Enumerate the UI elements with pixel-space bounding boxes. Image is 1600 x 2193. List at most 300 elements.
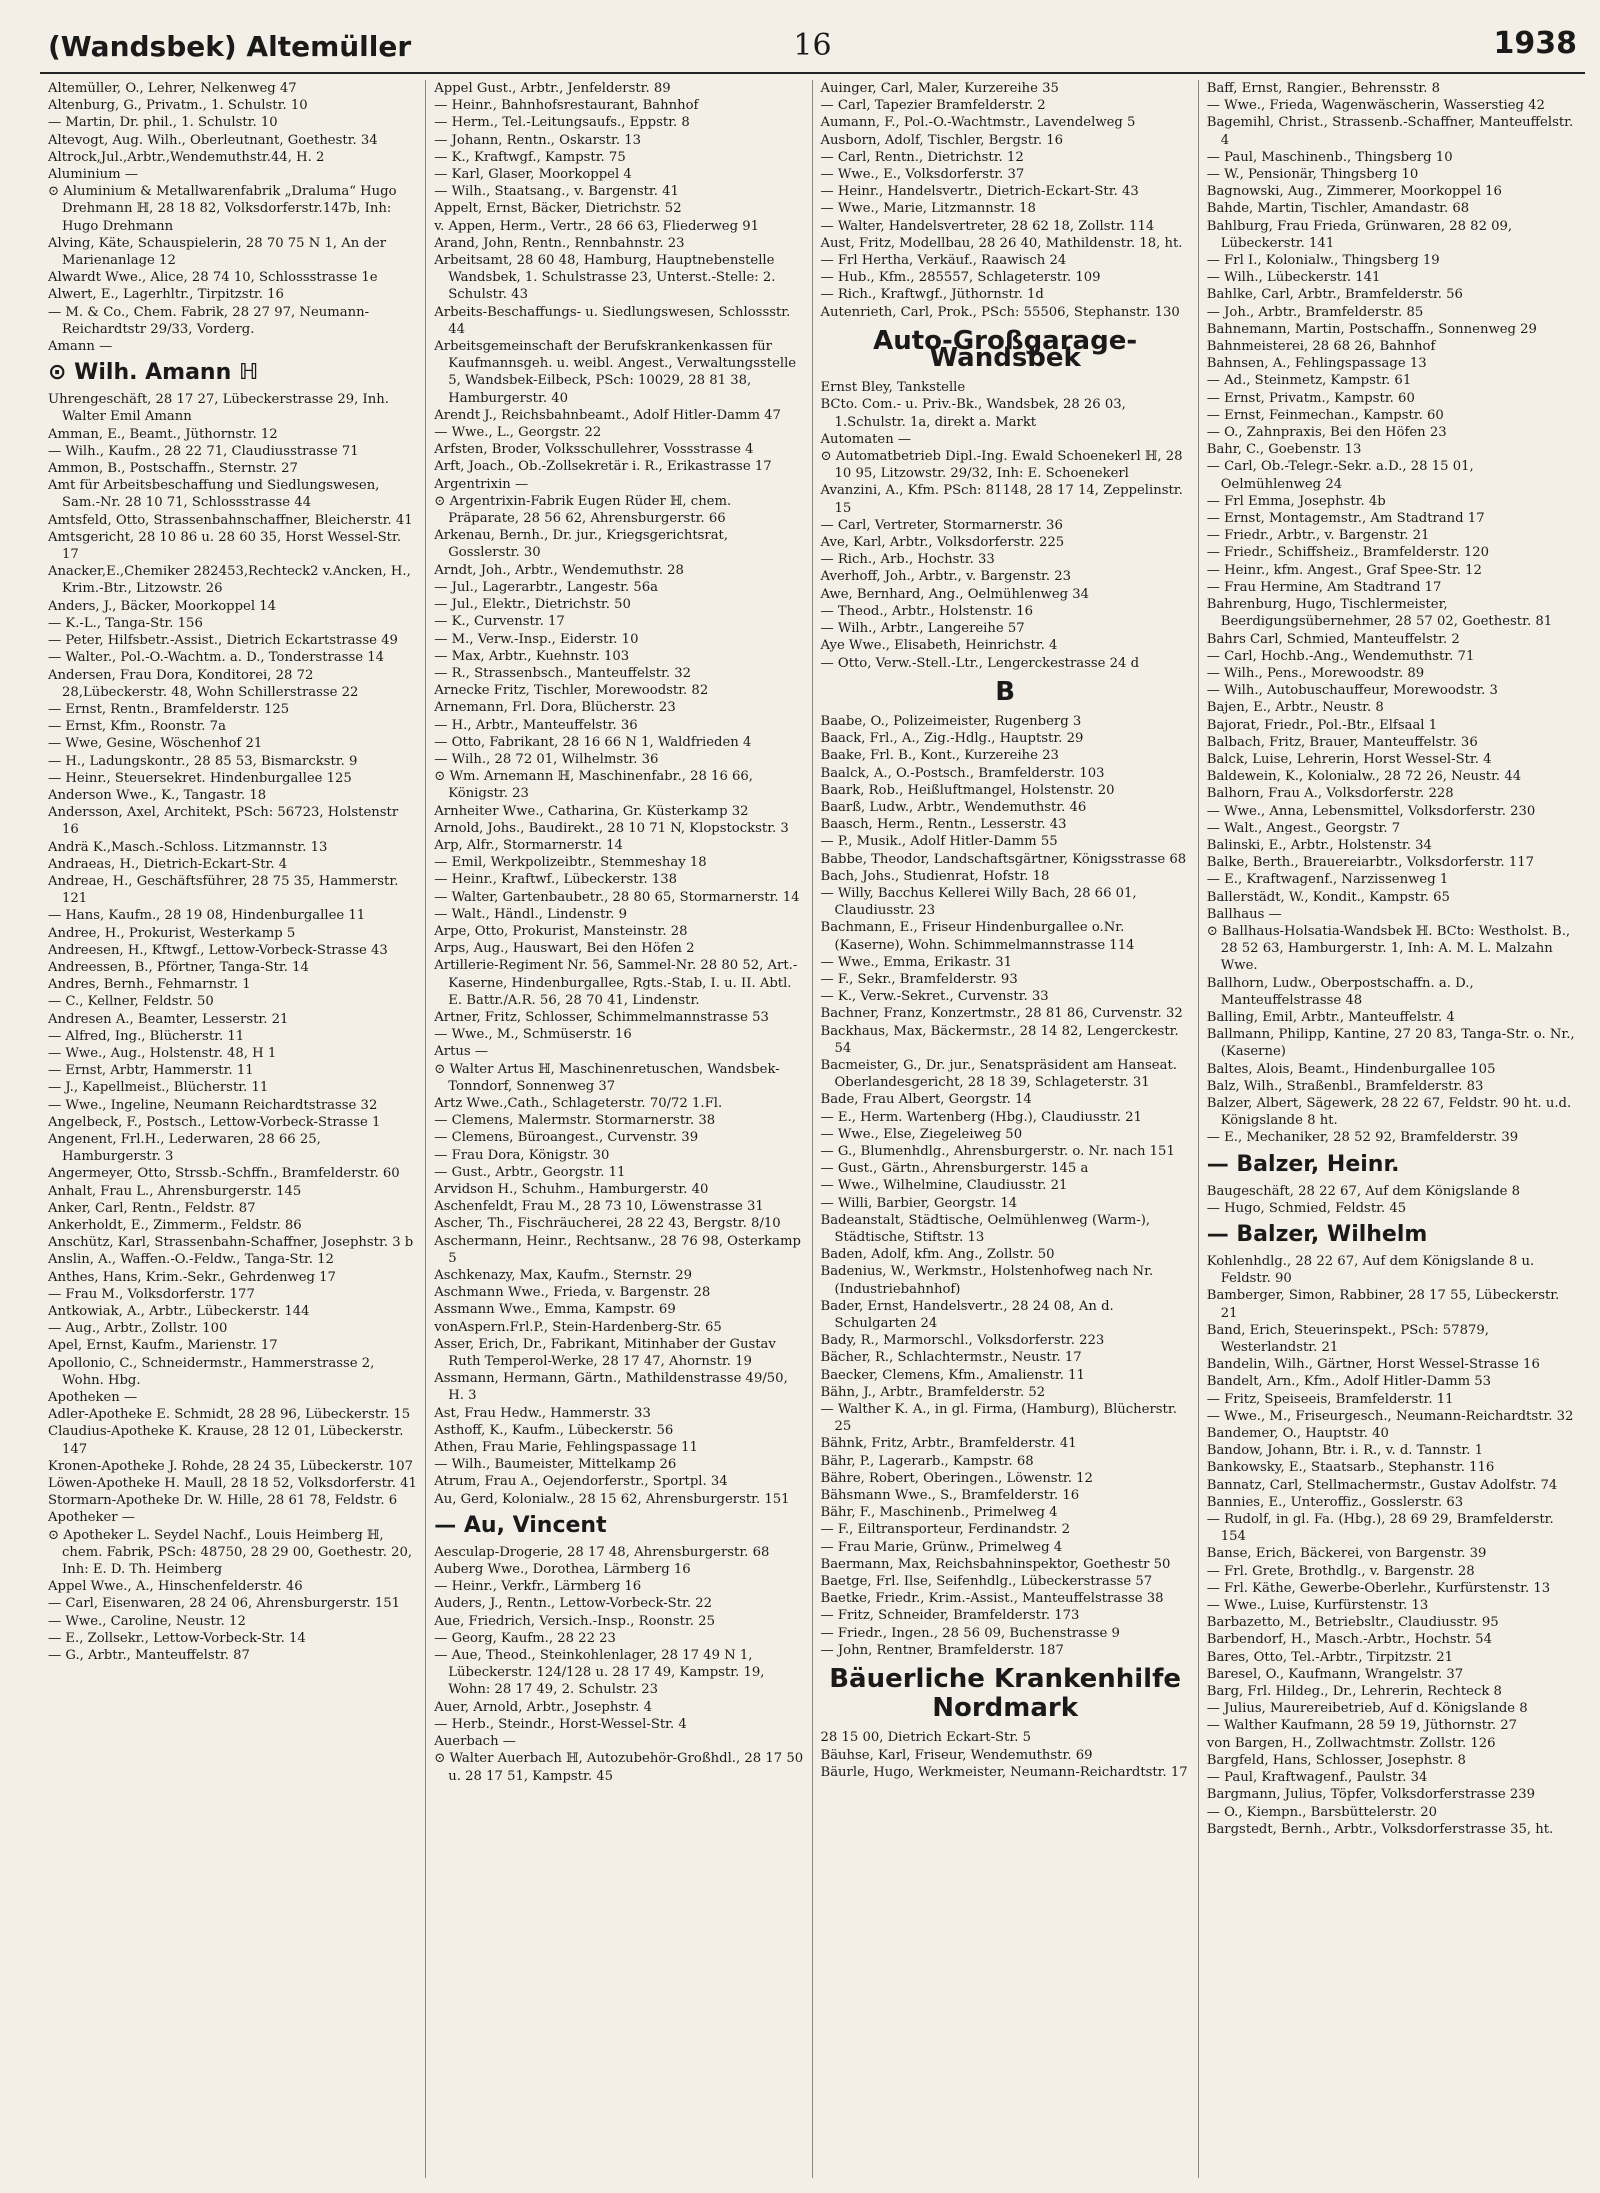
directory-entry: — Peter, Hilfsbetr.-Assist., Dietrich Eckartstrasse 49: [48, 633, 398, 649]
directory-entry: — Clemens, Malermstr. Stormarnerstr. 38: [434, 1113, 716, 1129]
directory-entry: Balck, Luise, Lehrerin, Horst Wessel-Str. 4: [1206, 751, 1492, 767]
directory-entry: Ast, Frau Hedw., Hammerstr. 33: [434, 1405, 651, 1421]
directory-entry: Baabe, O., Polizeimeister, Rugenberg 3: [820, 713, 1082, 729]
directory-entry: Alwardt Wwe., Alice, 28 74 10, Schlossstrasse 1e: [48, 270, 378, 286]
directory-entry: — Frl Hertha, Verkäuf., Raawisch 24: [820, 253, 1067, 269]
directory-entry: Bahnsen, A., Fehlingspassage 13: [1206, 356, 1427, 372]
directory-entry: — Heinr., Verkfr., Lärmberg 16: [434, 1579, 642, 1595]
directory-entry: Baugeschäft, 28 22 67, Auf dem Königslande 8: [1206, 1183, 1521, 1199]
directory-entry: ⊙ Ballhaus-Holsatia-Wandsbek ℍ. BCto: Westholst. B., 28 52 63, Hamburgerstr. 1, Inh: A. M. L. Malzahn Wwe.: [1206, 923, 1571, 974]
directory-entry: ⊙ Walter Artus ℍ, Maschinenretuschen, Wandsbek-Tonndorf, Sonnenweg 37: [434, 1061, 780, 1094]
directory-entry: Assmann Wwe., Emma, Kampstr. 69: [434, 1302, 676, 1318]
directory-entry: — Gust., Gärtn., Ahrensburgerstr. 145 a: [820, 1161, 1089, 1177]
directory-entry: Andersson, Axel, Architekt, PSch: 56723, Holstenstr 16: [48, 805, 399, 838]
directory-entry: Bahrenburg, Hugo, Tischlermeister, Beerdigungsübernehmer, 28 57 02, Goethestr. 81: [1206, 597, 1553, 630]
directory-entry: 28 15 00, Dietrich Eckart-Str. 5: [820, 1730, 1031, 1746]
directory-entry: — John, Rentner, Bramfelderstr. 187: [820, 1642, 1064, 1658]
directory-entry: — Herm., Tel.-Leitungsaufs., Eppstr. 8: [434, 115, 690, 131]
directory-entry: Balling, Emil, Arbtr., Manteuffelstr. 4: [1206, 1009, 1455, 1025]
directory-entry: — Paul, Maschinenb., Thingsberg 10: [1206, 149, 1453, 165]
directory-entry: Artus —: [434, 1044, 489, 1060]
directory-entry: — Ernst, Montagemstr., Am Stadtrand 17: [1206, 511, 1485, 527]
directory-entry: Bader, Ernst, Handelsvertr., 28 24 08, An d. Schulgarten 24: [820, 1298, 1114, 1332]
directory-entry: — Walther Kaufmann, 28 59 19, Jüthornstr. 27: [1206, 1718, 1518, 1734]
directory-entry: — Aue, Theod., Steinkohlenlager, 28 17 49 N 1, Lübeckerstr. 124/128 u. 28 17 49, Kampstr. 19, Wohn: 28 17 49, 2. Schulstr. 23: [434, 1648, 765, 1698]
directory-entry: Bannatz, Carl, Stellmachermstr., Gustav Adolfstr. 74: [1206, 1477, 1558, 1493]
directory-entry: — Ad., Steinmetz, Kampstr. 61: [1206, 373, 1412, 389]
directory-entry: — K., Kraftwgf., Kampstr. 75: [434, 149, 626, 165]
directory-entry: — Frl. Käthe, Gewerbe-Oberlehr., Kurfürstenstr. 13: [1206, 1580, 1551, 1596]
directory-entry: — Joh., Arbtr., Bramfelderstr. 85: [1206, 304, 1424, 320]
directory-entry: vonAspern.Frl.P., Stein-Hardenberg-Str. 65: [434, 1319, 722, 1335]
directory-entry: Bandelin, Wilh., Gärtner, Horst Wessel-Strasse 16: [1206, 1357, 1540, 1373]
directory-entry: Baetge, Frl. Ilse, Seifenhdlg., Lübeckerstrasse 57: [820, 1574, 1153, 1590]
directory-entry: Bahnemann, Martin, Postschaffn., Sonnenweg 29: [1206, 321, 1537, 337]
directory-entry: Aschkenazy, Max, Kaufm., Sternstr. 29: [434, 1268, 692, 1284]
directory-entry: — K.-L., Tanga-Str. 156: [48, 615, 203, 631]
page-header: [40, 18, 1585, 74]
directory-entry: Bahde, Martin, Tischler, Amandastr. 68: [1206, 201, 1470, 217]
directory-entry: Anslin, A., Waffen.-O.-Feldw., Tanga-Str. 12: [48, 1252, 334, 1268]
directory-entry: Andresen A., Beamter, Lesserstr. 21: [48, 1011, 289, 1027]
directory-entry: Uhrengeschäft, 28 17 27, Lübeckerstrasse 29, Inh. Walter Emil Amann: [48, 392, 389, 425]
column-1: [40, 80, 426, 2178]
directory-entry: ⊙ Apotheker L. Seydel Nachf., Louis Heimberg ℍ, chem. Fabrik, PSch: 48750, 28 29 00, Goethestr. 20, Inh: E. D. Th. Heimberg: [48, 1527, 413, 1578]
directory-entry: — Aug., Arbtr., Zollstr. 100: [48, 1321, 228, 1337]
directory-entry: — J., Kapellmeist., Blücherstr. 11: [48, 1080, 269, 1096]
directory-entry: Angelbeck, F., Postsch., Lettow-Vorbeck-Strasse 1: [48, 1114, 381, 1130]
directory-entry: Bäuerliche Krankenhilfe: [829, 1664, 1182, 1695]
directory-entry: Aluminium —: [48, 167, 139, 183]
directory-entry: Bargmann, Julius, Töpfer, Volksdorferstrasse 239: [1206, 1787, 1536, 1803]
directory-entry: Bargfeld, Hans, Schlosser, Josephstr. 8: [1206, 1752, 1466, 1768]
directory-entry: — O., Kiempn., Barsbüttelerstr. 20: [1206, 1804, 1438, 1820]
directory-entry: Baldewein, K., Kolonialw., 28 72 26, Neustr. 44: [1206, 769, 1522, 785]
directory-entry: Bajen, E., Arbtr., Neustr. 8: [1206, 700, 1384, 716]
directory-entry: Kohlenhdlg., 28 22 67, Auf dem Königslande 8 u. Feldstr. 90: [1206, 1254, 1535, 1287]
directory-entry: B: [995, 676, 1016, 707]
directory-entry: Appel Wwe., A., Hinschenfelderstr. 46: [48, 1579, 303, 1595]
directory-entry: — Ernst, Arbtr, Hammerstr. 11: [48, 1063, 254, 1079]
directory-entry: — E., Mechaniker, 28 52 92, Bramfelderstr. 39: [1206, 1130, 1519, 1146]
directory-entry: Bamberger, Simon, Rabbiner, 28 17 55, Lübeckerstr. 21: [1206, 1288, 1560, 1321]
directory-entry: — Carl, Eisenwaren, 28 24 06, Ahrensburgerstr. 151: [48, 1596, 401, 1612]
directory-entry: Ave, Karl, Arbtr., Volksdorferstr. 225: [820, 535, 1065, 551]
directory-entry: Altemüller, O., Lehrer, Nelkenweg 47: [48, 81, 297, 96]
directory-entry: Löwen-Apotheke H. Maull, 28 18 52, Volksdorferstr. 41: [48, 1476, 417, 1492]
directory-entry: — Wwe., M., Friseurgesch., Neumann-Reichardtstr. 32: [1206, 1408, 1574, 1424]
directory-entry: Arnheiter Wwe., Catharina, Gr. Küsterkamp 32: [434, 803, 749, 819]
directory-entry: — Wwe, Gesine, Wöschenhof 21: [48, 736, 263, 752]
directory-entry: — Rudolf, in gl. Fa. (Hbg.), 28 69 29, Bramfelderstr. 154: [1206, 1512, 1554, 1545]
directory-entry: Bargstedt, Bernh., Arbtr., Volksdorferstrasse 35, ht.: [1206, 1821, 1554, 1837]
directory-entry: Andersen, Frau Dora, Konditorei, 28 72 28,Lübeckerstr. 48, Wohn Schillerstrasse 22: [48, 667, 359, 700]
directory-entry: Aye Wwe., Elisabeth, Heinrichstr. 4: [820, 638, 1058, 654]
directory-entry: — Wwe., Emma, Erikastr. 31: [820, 954, 1013, 970]
directory-entry: Badenius, W., Werkmstr., Holstenhofweg nach Nr. (Industriebahnhof): [820, 1264, 1154, 1297]
directory-entry: Baetke, Friedr., Krim.-Assist., Manteuffelstrasse 38: [820, 1591, 1164, 1607]
directory-entry: Bachner, Franz, Konzertmstr., 28 81 86, Curvenstr. 32: [820, 1006, 1183, 1022]
directory-entry: — Gust., Arbtr., Georgstr. 11: [434, 1164, 626, 1180]
directory-entry: Arnecke Fritz, Tischler, Morewoodstr. 82: [434, 683, 709, 699]
directory-entry: Angenent, Frl.H., Lederwaren, 28 66 25, Hamburgerstr. 3: [48, 1131, 321, 1165]
directory-entry: Bannies, E., Unteroffiz., Gosslerstr. 63: [1206, 1494, 1464, 1510]
directory-entry: Barbendorf, H., Masch.-Arbtr., Hochstr. 54: [1206, 1632, 1492, 1648]
directory-entry: — Wwe., Anna, Lebensmittel, Volksdorferstr. 230: [1206, 803, 1536, 819]
directory-entry: Bandelt, Arn., Kfm., Adolf Hitler-Damm 53: [1206, 1374, 1492, 1390]
directory-entry: — Otto, Fabrikant, 28 16 66 N 1, Waldfrieden 4: [434, 734, 752, 750]
directory-entry: Baltes, Alois, Beamt., Hindenburgallee 105: [1206, 1061, 1496, 1077]
directory-entry: Alving, Käte, Schauspielerin, 28 70 75 N 1, An der Marienanlage 12: [48, 235, 387, 269]
directory-entry: Amtsgericht, 28 10 86 u. 28 60 35, Horst Wessel-Str. 17: [48, 529, 402, 563]
directory-entry: — Wwe., Marie, Litzmannstr. 18: [820, 201, 1036, 217]
directory-entry: Backhaus, Max, Bäckermstr., 28 14 82, Lengerckestr. 54: [820, 1023, 1179, 1056]
directory-entry: Apotheker —: [48, 1510, 135, 1526]
directory-entry: Avanzini, A., Kfm. PSch: 81148, 28 17 14, Zeppelinstr. 15: [820, 483, 1183, 516]
directory-entry: Bachmann, E., Friseur Hindenburgallee o.Nr.(Kaserne), Wohn. Schimmelmannstrasse 114: [820, 920, 1135, 953]
directory-entry: Ballhaus —: [1206, 906, 1282, 922]
directory-entry: Ballmann, Philipp, Kantine, 27 20 83, Tanga-Str. o. Nr., (Kaserne): [1206, 1027, 1575, 1060]
directory-entry: Auer, Arnold, Arbtr., Josephstr. 4: [434, 1699, 653, 1715]
directory-entry: — Walter, Handelsvertreter, 28 62 18, Zollstr. 114: [820, 218, 1155, 234]
directory-entry: Arps, Aug., Hauswart, Bei den Höfen 2: [434, 941, 695, 957]
directory-entry: — Wwe., Wilhelmine, Claudiusstr. 21: [820, 1178, 1068, 1194]
directory-entry: ⊙ Aluminium & Metallwarenfabrik „Draluma“ Hugo Drehmann ℍ, 28 18 82, Volksdorferstr.147b, Inh: Hugo Drehmann: [48, 184, 397, 234]
directory-entry: — Julius, Maurereibetrieb, Auf d. Königslande 8: [1206, 1701, 1528, 1717]
directory-entry: Ausborn, Adolf, Tischler, Bergstr. 16: [820, 132, 1064, 148]
directory-entry: — E., Zollsekr., Lettow-Vorbeck-Str. 14: [48, 1630, 306, 1646]
directory-entry: — E., Kraftwagenf., Narzissenweg 1: [1206, 872, 1449, 888]
directory-entry: Alwert, E., Lagerhltr., Tirpitzstr. 16: [48, 287, 284, 303]
directory-entry: — Balzer, Heinr.: [1206, 1151, 1400, 1177]
directory-entry: Arbeits-Beschaffungs- u. Siedlungswesen, Schlossstr. 44: [434, 304, 791, 337]
directory-entry: Arkenau, Bernh., Dr. jur., Kriegsgerichtsrat, Gosslerstr. 30: [434, 528, 729, 561]
directory-entry: Averhoff, Joh., Arbtr., v. Bargenstr. 23: [820, 569, 1072, 585]
directory-entry: Baark, Rob., Heißluftmangel, Holstenstr. 20: [820, 782, 1115, 798]
directory-entry: — Wwe., Caroline, Neustr. 12: [48, 1613, 246, 1629]
column-4: [1199, 80, 1585, 2178]
directory-entry: — Georg, Kaufm., 28 22 23: [434, 1630, 616, 1646]
directory-entry: Autenrieth, Carl, Prok., PSch: 55506, Stephanstr. 130: [820, 304, 1180, 320]
directory-entry: Band, Erich, Steuerinspekt., PSch: 57879, Westerlandstr. 21: [1206, 1322, 1489, 1356]
directory-entry: Appel Gust., Arbtr., Jenfelderstr. 89: [434, 81, 671, 96]
directory-entry: — E., Herm. Wartenberg (Hbg.), Claudiusstr. 21: [820, 1109, 1142, 1125]
directory-entry: — Willi, Barbier, Georgstr. 14: [820, 1195, 1018, 1211]
directory-entry: Apel, Ernst, Kaufm., Marienstr. 17: [48, 1338, 278, 1354]
directory-entry: — Friedr., Arbtr., v. Bargenstr. 21: [1206, 528, 1430, 544]
directory-entry: Bagnowski, Aug., Zimmerer, Moorkoppel 16: [1206, 184, 1502, 200]
directory-entry: — C., Kellner, Feldstr. 50: [48, 994, 214, 1010]
directory-entry: Arfsten, Broder, Volksschullehrer, Vossstrasse 4: [434, 442, 754, 458]
directory-entry: Ammon, B., Postschaffn., Sternstr. 27: [48, 461, 298, 477]
directory-entry: — Johann, Rentn., Oskarstr. 13: [434, 132, 641, 148]
directory-entry: — Heinr., kfm. Angest., Graf Spee-Str. 12: [1206, 562, 1482, 578]
directory-entry: Apollonio, C., Schneidermstr., Hammerstrasse 2, Wohn. Hbg.: [48, 1355, 375, 1388]
directory-entry: Bahlke, Carl, Arbtr., Bramfelderstr. 56: [1206, 287, 1463, 303]
directory-entry: Balbach, Fritz, Brauer, Manteuffelstr. 36: [1206, 734, 1478, 750]
directory-entry: — Wilh., Pens., Morewoodstr. 89: [1206, 665, 1425, 681]
directory-entry: Ballerstädt, W., Kondit., Kampstr. 65: [1206, 889, 1450, 905]
directory-entry: Arendt J., Reichsbahnbeamt., Adolf Hitler-Damm 47: [434, 407, 781, 423]
directory-entry: Amman, E., Beamt., Jüthornstr. 12: [48, 426, 278, 442]
directory-entry: — G., Blumenhdlg., Ahrensburgerstr. o. Nr. nach 151: [820, 1143, 1175, 1159]
directory-entry: Bähr, F., Maschinenb., Primelweg 4: [820, 1505, 1058, 1521]
directory-entry: — Frau M., Volksdorferstr. 177: [48, 1286, 255, 1302]
directory-entry: — Rich., Kraftwgf., Jüthornstr. 1d: [820, 287, 1044, 303]
directory-entry: Aumann, F., Pol.-O.-Wachtmstr., Lavendelweg 5: [820, 115, 1136, 131]
directory-entry: — Wwe., Ingeline, Neumann Reichardtstrasse 32: [48, 1097, 378, 1113]
directory-entry: — Max, Arbtr., Kuehnstr. 103: [434, 648, 630, 664]
directory-entry: Bahr, C., Goebenstr. 13: [1206, 442, 1362, 458]
directory-entry: Aschmann Wwe., Frieda, v. Bargenstr. 28: [434, 1285, 711, 1301]
directory-entry: Anthes, Hans, Krim.-Sekr., Gehrdenweg 17: [48, 1269, 336, 1285]
directory-entry: — Wilh., Lübeckerstr. 141: [1206, 270, 1381, 286]
directory-entry: BCto. Com.- u. Priv.-Bk., Wandsbek, 28 26 03, 1.Schulstr. 1a, direkt a. Markt: [820, 397, 1126, 430]
directory-entry: — Balzer, Wilhelm: [1206, 1222, 1428, 1247]
directory-entry: Altevogt, Aug. Wilh., Oberleutnant, Goethestr. 34: [48, 132, 378, 148]
directory-entry: Aschenfeldt, Frau M., 28 73 10, Löwenstrasse 31: [434, 1199, 764, 1215]
directory-entry: Stormarn-Apotheke Dr. W. Hille, 28 61 78, Feldstr. 6: [48, 1493, 398, 1509]
directory-entry: Amtsfeld, Otto, Strassenbahnschaffner, Bleicherstr. 41: [48, 512, 413, 528]
directory-entry: — Wwe., Luise, Kurfürstenstr. 13: [1206, 1598, 1429, 1614]
directory-entry: — G., Arbtr., Manteuffelstr. 87: [48, 1648, 250, 1664]
directory-entry: — Frau Marie, Grünw., Primelweg 4: [820, 1539, 1063, 1555]
directory-entry: — Walt., Händl., Lindenstr. 9: [434, 906, 627, 922]
directory-entry: Amann —: [48, 339, 113, 355]
directory-page: [40, 18, 1585, 2178]
directory-entry: — K., Verw.-Sekret., Curvenstr. 33: [820, 989, 1049, 1005]
directory-entry: Balz, Wilh., Straßenbl., Bramfelderstr. 83: [1206, 1078, 1484, 1094]
directory-entry: Argentrixin —: [434, 476, 529, 492]
directory-entry: Baake, Frl. B., Kont., Kurzereihe 23: [820, 748, 1059, 764]
directory-entry: Arand, John, Rentn., Rennbahnstr. 23: [434, 235, 685, 251]
directory-entry: — Walter, Gartenbaubetr., 28 80 65, Stormarnerstr. 14: [434, 889, 800, 905]
directory-entry: — Wwe., Else, Ziegeleiweg 50: [820, 1126, 1023, 1142]
columns: [40, 80, 1585, 2178]
directory-entry: Arnold, Johs., Baudirekt., 28 10 71 N, Klopstockstr. 3: [434, 820, 789, 836]
directory-entry: — P., Musik., Adolf Hitler-Damm 55: [820, 834, 1058, 850]
directory-entry: Anhalt, Frau L., Ahrensburgerstr. 145: [48, 1183, 302, 1199]
directory-entry: Bares, Otto, Tel.-Arbtr., Tirpitzstr. 21: [1206, 1649, 1454, 1665]
directory-entry: Barbazetto, M., Betriebsltr., Claudiusstr. 95: [1206, 1615, 1499, 1631]
directory-entry: — Herb., Steindr., Horst-Wessel-Str. 4: [434, 1716, 687, 1732]
directory-entry: Baasch, Herm., Rentn., Lesserstr. 43: [820, 817, 1067, 833]
directory-entry: Athen, Frau Marie, Fehlingspassage 11: [434, 1440, 698, 1456]
directory-entry: Angermeyer, Otto, Strssb.-Schffn., Bramfelderstr. 60: [48, 1166, 400, 1182]
directory-entry: — Rich., Arb., Hochstr. 33: [820, 552, 995, 568]
directory-entry: Baden, Adolf, kfm. Ang., Zollstr. 50: [820, 1247, 1055, 1263]
directory-entry: Assmann, Hermann, Gärtn., Mathildenstrasse 49/50, H. 3: [434, 1371, 788, 1404]
directory-entry: — Theod., Arbtr., Holstenstr. 16: [820, 603, 1034, 619]
directory-entry: — Hub., Kfm., 285557, Schlageterstr. 109: [820, 270, 1101, 286]
directory-entry: — Walt., Angest., Georgstr. 7: [1206, 820, 1401, 836]
directory-entry: Apotheken —: [48, 1390, 138, 1406]
directory-entry: — Paul, Kraftwagenf., Paulstr. 34: [1206, 1770, 1428, 1786]
directory-entry: — Alfred, Ing., Blücherstr. 11: [48, 1028, 245, 1044]
directory-entry: ⊙ Argentrixin-Fabrik Eugen Rüder ℍ, chem. Präparate, 28 56 62, Ahrensburgerstr. 66: [434, 493, 732, 527]
directory-entry: Nordmark: [932, 1693, 1079, 1724]
directory-entry: — Carl, Tapezier Bramfelderstr. 2: [820, 98, 1046, 114]
directory-entry: Antkowiak, A., Arbtr., Lübeckerstr. 144: [48, 1304, 310, 1320]
directory-entry: — Walter., Pol.-O.-Wachtm. a. D., Tonderstrasse 14: [48, 650, 385, 666]
directory-entry: — H., Arbtr., Manteuffelstr. 36: [434, 717, 638, 733]
directory-entry: Baack, Frl., A., Zig.-Hdlg., Hauptstr. 29: [820, 731, 1084, 747]
directory-entry: Barg, Frl. Hildeg., Dr., Lehrerin, Rechteck 8: [1206, 1684, 1502, 1700]
directory-entry: Bach, Johs., Studienrat, Hofstr. 18: [820, 868, 1050, 884]
directory-entry: Andreae, H., Geschäftsführer, 28 75 35, Hammerstr. 121: [48, 873, 399, 907]
directory-entry: Ankerholdt, E., Zimmerm., Feldstr. 86: [48, 1218, 302, 1233]
directory-entry: — Wwe., Aug., Holstenstr. 48, H 1: [48, 1045, 277, 1061]
directory-entry: Baalck, A., O.-Postsch., Bramfelderstr. 103: [820, 765, 1105, 781]
directory-entry: — F., Sekr., Bramfelderstr. 93: [820, 971, 1018, 987]
directory-entry: Arvidson H., Schuhm., Hamburgerstr. 40: [434, 1182, 709, 1197]
directory-entry: — Wilh., 28 72 01, Wilhelmstr. 36: [434, 751, 659, 767]
directory-entry: Andrä K.,Masch.-Schloss. Litzmannstr. 13: [48, 839, 328, 855]
directory-entry: Auders, J., Rentn., Lettow-Vorbeck-Str. 22: [434, 1596, 713, 1612]
directory-entry: Aesculap-Drogerie, 28 17 48, Ahrensburgerstr. 68: [434, 1544, 770, 1560]
directory-entry: Amt für Arbeitsbeschaffung und Siedlungswesen, Sam.-Nr. 28 10 71, Schlossstrasse 44: [48, 478, 380, 511]
directory-entry: Arft, Joach., Ob.-Zollsekretär i. R., Erikastrasse 17: [434, 459, 772, 475]
directory-entry: — Carl, Hochb.-Ang., Wendemuthstr. 71: [1206, 648, 1475, 664]
directory-entry: Anders, J., Bäcker, Moorkoppel 14: [48, 598, 277, 614]
directory-entry: — Otto, Verw.-Stell.-Ltr., Lengerckestrasse 24 d: [820, 655, 1140, 671]
directory-entry: von Bargen, H., Zollwachtmstr. Zollstr. 126: [1206, 1735, 1496, 1751]
directory-entry: Bähre, Robert, Oberingen., Löwenstr. 12: [820, 1470, 1093, 1486]
directory-entry: Arpe, Otto, Prokurist, Mansteinstr. 28: [434, 923, 688, 939]
directory-entry: Arbeitsgemeinschaft der Berufskrankenkassen für Kaufmannsgeh. u. weibl. Angest., Verwaltungsstelle 5, Wandsbek-Eilbeck, PSch: 10029, 28 81 38, Hamburgerstr. 40: [434, 339, 797, 406]
directory-entry: — Hugo, Schmied, Feldstr. 45: [1206, 1200, 1407, 1216]
directory-entry: Bähr, P., Lagerarb., Kampstr. 68: [820, 1453, 1034, 1469]
directory-entry: — Wwe., M., Schmüserstr. 16: [434, 1027, 632, 1043]
directory-entry: Bäurle, Hugo, Werkmeister, Neumann-Reichardtstr. 17: [820, 1764, 1188, 1780]
directory-entry: Bagemihl, Christ., Strassenb.-Schaffner, Manteuffelstr. 4: [1206, 115, 1574, 148]
directory-entry: Aust, Fritz, Modellbau, 28 26 40, Mathildenstr. 18, ht.: [820, 235, 1183, 251]
directory-entry: — Wwe., L., Georgstr. 22: [434, 425, 602, 441]
directory-entry: Atrum, Frau A., Oejendorferstr., Sportpl. 34: [434, 1474, 728, 1490]
directory-entry: Baecker, Clemens, Kfm., Amalienstr. 11: [820, 1367, 1085, 1383]
directory-entry: Altrock,Jul.,Arbtr.,Wendemuthstr.44, H. 2: [48, 149, 325, 165]
directory-entry: — Au, Vincent: [434, 1512, 607, 1538]
directory-entry: Bankowsky, E., Staatsarb., Stephanstr. 116: [1206, 1460, 1495, 1476]
directory-entry: Aue, Friedrich, Versich.-Insp., Roonstr. 25: [434, 1613, 715, 1629]
directory-entry: Balzer, Albert, Sägewerk, 28 22 67, Feldstr. 90 ht. u.d. Königslande 8 ht.: [1206, 1095, 1572, 1129]
directory-entry: — Heinr., Handelsvertr., Dietrich-Eckart-Str. 43: [820, 184, 1139, 200]
directory-entry: — Carl, Rentn., Dietrichstr. 12: [820, 149, 1024, 165]
directory-entry: Auinger, Carl, Maler, Kurzereihe 35: [820, 81, 1059, 96]
directory-entry: — Ernst, Rentn., Bramfelderstr. 125: [48, 701, 290, 717]
directory-entry: — Jul., Lagerarbtr., Langestr. 56a: [434, 579, 659, 595]
directory-entry: Anderson Wwe., K., Tangastr. 18: [48, 787, 267, 803]
directory-entry: — Wilh., Autobuschauffeur, Morewoodstr. 3: [1206, 683, 1498, 699]
directory-entry: Auto-Großgarage-Wandsbek: [873, 325, 1138, 374]
header-year: 1938: [1493, 26, 1577, 61]
directory-entry: Ernst Bley, Tankstelle: [820, 380, 966, 396]
directory-entry: Bajorat, Friedr., Pol.-Btr., Elfsaal 1: [1206, 717, 1438, 733]
directory-entry: Bäuhse, Karl, Friseur, Wendemuthstr. 69: [820, 1747, 1093, 1763]
directory-entry: — Frl Emma, Josephstr. 4b: [1206, 493, 1386, 509]
directory-entry: Andreesen, H., Kftwgf., Lettow-Vorbeck-Strasse 43: [48, 942, 388, 958]
directory-entry: Andraeas, H., Dietrich-Eckart-Str. 4: [48, 856, 288, 872]
directory-entry: Baff, Ernst, Rangier., Behrensstr. 8: [1206, 81, 1440, 96]
directory-entry: Aschermann, Heinr., Rechtsanw., 28 76 98, Osterkamp 5: [434, 1233, 801, 1266]
directory-entry: v. Appen, Herm., Vertr., 28 66 63, Fliederweg 91: [434, 218, 760, 234]
directory-entry: — K., Curvenstr. 17: [434, 614, 565, 630]
directory-entry: Bacmeister, G., Dr. jur., Senatspräsident am Hanseat. Oberlandesgericht, 28 18 39, Schlageterstr. 31: [820, 1057, 1177, 1091]
directory-entry: Bahnmeisterei, 28 68 26, Bahnhof: [1206, 339, 1436, 355]
directory-entry: — Heinr., Bahnhofsrestaurant, Bahnhof: [434, 98, 699, 114]
page-number: 16: [793, 28, 832, 63]
directory-entry: Awe, Bernhard, Ang., Oelmühlenweg 34: [820, 586, 1090, 602]
directory-entry: — O., Zahnpraxis, Bei den Höfen 23: [1206, 425, 1447, 441]
directory-entry: — Wwe., E., Volksdorferstr. 37: [820, 167, 1025, 183]
directory-entry: Bandow, Johann, Btr. i. R., v. d. Tannstr. 1: [1206, 1443, 1483, 1459]
directory-entry: — Ernst, Feinmechan., Kampstr. 60: [1206, 407, 1444, 423]
directory-entry: — Hans, Kaufm., 28 19 08, Hindenburgallee 11: [48, 908, 366, 924]
directory-entry: Andres, Bernh., Fehmarnstr. 1: [48, 977, 251, 993]
directory-entry: — Wwe., Frieda, Wagenwäscherin, Wasserstieg 42: [1206, 98, 1545, 114]
directory-entry: — Emil, Werkpolizeibtr., Stemmeshay 18: [434, 855, 707, 871]
directory-entry: — Ernst, Kfm., Roonstr. 7a: [48, 719, 226, 735]
directory-entry: — M., Verw.-Insp., Eiderstr. 10: [434, 631, 639, 647]
directory-entry: — Ernst, Privatm., Kampstr. 60: [1206, 390, 1415, 406]
directory-entry: — Carl, Ob.-Telegr.-Sekr. a.D., 28 15 01, Oelmühlenweg 24: [1206, 459, 1474, 492]
directory-entry: — Willy, Bacchus Kellerei Willy Bach, 28 66 01, Claudiusstr. 23: [820, 885, 1137, 919]
directory-entry: — Walther K. A., in gl. Firma, (Hamburg), Blücherstr. 25: [820, 1402, 1177, 1435]
header-left: (Wandsbek) Altemüller: [48, 30, 412, 63]
directory-entry: — Heinr., Kraftwf., Lübeckerstr. 138: [434, 872, 678, 888]
directory-entry: Bahrs Carl, Schmied, Manteuffelstr. 2: [1206, 631, 1460, 647]
directory-entry: — Frau Hermine, Am Stadtrand 17: [1206, 579, 1442, 595]
directory-entry: — Frl I., Kolonialw., Thingsberg 19: [1206, 253, 1440, 269]
column-2: [426, 80, 812, 2178]
directory-entry: Altenburg, G., Privatm., 1. Schulstr. 10: [48, 98, 308, 114]
directory-entry: — Wilh., Arbtr., Langereihe 57: [820, 621, 1025, 637]
directory-entry: Andreessen, B., Pförtner, Tanga-Str. 14: [48, 959, 309, 975]
directory-entry: Bähsmann Wwe., S., Bramfelderstr. 16: [820, 1488, 1080, 1504]
directory-entry: — Fritz, Speiseeis, Bramfelderstr. 11: [1206, 1391, 1454, 1407]
directory-entry: — Clemens, Büroangest., Curvenstr. 39: [434, 1130, 699, 1146]
directory-entry: — W., Pensionär, Thingsberg 10: [1206, 167, 1419, 183]
directory-entry: Balke, Berth., Brauereiarbtr., Volksdorferstr. 117: [1206, 855, 1535, 871]
directory-entry: Asthoff, K., Kaufm., Lübeckerstr. 56: [434, 1422, 674, 1438]
directory-entry: — Martin, Dr. phil., 1. Schulstr. 10: [48, 115, 278, 131]
directory-entry: Andree, H., Prokurist, Westerkamp 5: [48, 925, 296, 941]
directory-entry: Arbeitsamt, 28 60 48, Hamburg, Hauptnebenstelle Wandsbek, 1. Schulstrasse 23, Unterst.-Stelle: 2. Schulstr. 43: [434, 253, 776, 303]
directory-entry: Balinski, E., Arbtr., Holstenstr. 34: [1206, 837, 1432, 853]
directory-entry: Artz Wwe.,Cath., Schlageterstr. 70/72 1.Fl.: [434, 1095, 723, 1111]
directory-entry: Badeanstalt, Städtische, Oelmühlenweg (Warm-), Städtische, Stiftstr. 13: [820, 1212, 1151, 1245]
directory-entry: — Friedr., Schiffsheiz., Bramfelderstr. 120: [1206, 545, 1490, 561]
directory-entry: Bähn, J., Arbtr., Bramfelderstr. 52: [820, 1384, 1046, 1400]
directory-entry: — R., Strassenbsch., Manteuffelstr. 32: [434, 665, 692, 681]
directory-entry: Bady, R., Marmorschl., Volksdorferstr. 223: [820, 1333, 1105, 1349]
directory-entry: — Karl, Glaser, Moorkoppel 4: [434, 167, 632, 183]
directory-entry: ⊙ Wm. Arnemann ℍ, Maschinenfabr., 28 16 66, Königstr. 23: [434, 769, 754, 802]
directory-entry: Baarß, Ludw., Arbtr., Wendemuthstr. 46: [820, 799, 1087, 815]
directory-entry: Ascher, Th., Fischräucherei, 28 22 43, Bergstr. 8/10: [434, 1216, 781, 1232]
directory-entry: Arnemann, Frl. Dora, Blücherstr. 23: [434, 700, 676, 716]
directory-entry: Au, Gerd, Kolonialw., 28 15 62, Ahrensburgerstr. 151: [434, 1491, 790, 1507]
directory-entry: — Heinr., Steuersekret. Hindenburgallee 125: [48, 770, 352, 786]
directory-entry: Arndt, Joh., Arbtr., Wendemuthstr. 28: [434, 562, 684, 578]
directory-entry: Adler-Apotheke E. Schmidt, 28 28 96, Lübeckerstr. 15: [48, 1407, 411, 1423]
directory-entry: Appelt, Ernst, Bäcker, Dietrichstr. 52: [434, 201, 682, 217]
directory-entry: Bähnk, Fritz, Arbtr., Bramfelderstr. 41: [820, 1436, 1077, 1452]
directory-entry: — H., Ladungskontr., 28 85 53, Bismarckstr. 9: [48, 753, 358, 769]
directory-entry: Bächer, R., Schlachtermstr., Neustr. 17: [820, 1350, 1082, 1366]
directory-entry: Bandemer, O., Hauptstr. 40: [1206, 1426, 1389, 1442]
directory-entry: Claudius-Apotheke K. Krause, 28 12 01, Lübeckerstr. 147: [48, 1424, 404, 1457]
